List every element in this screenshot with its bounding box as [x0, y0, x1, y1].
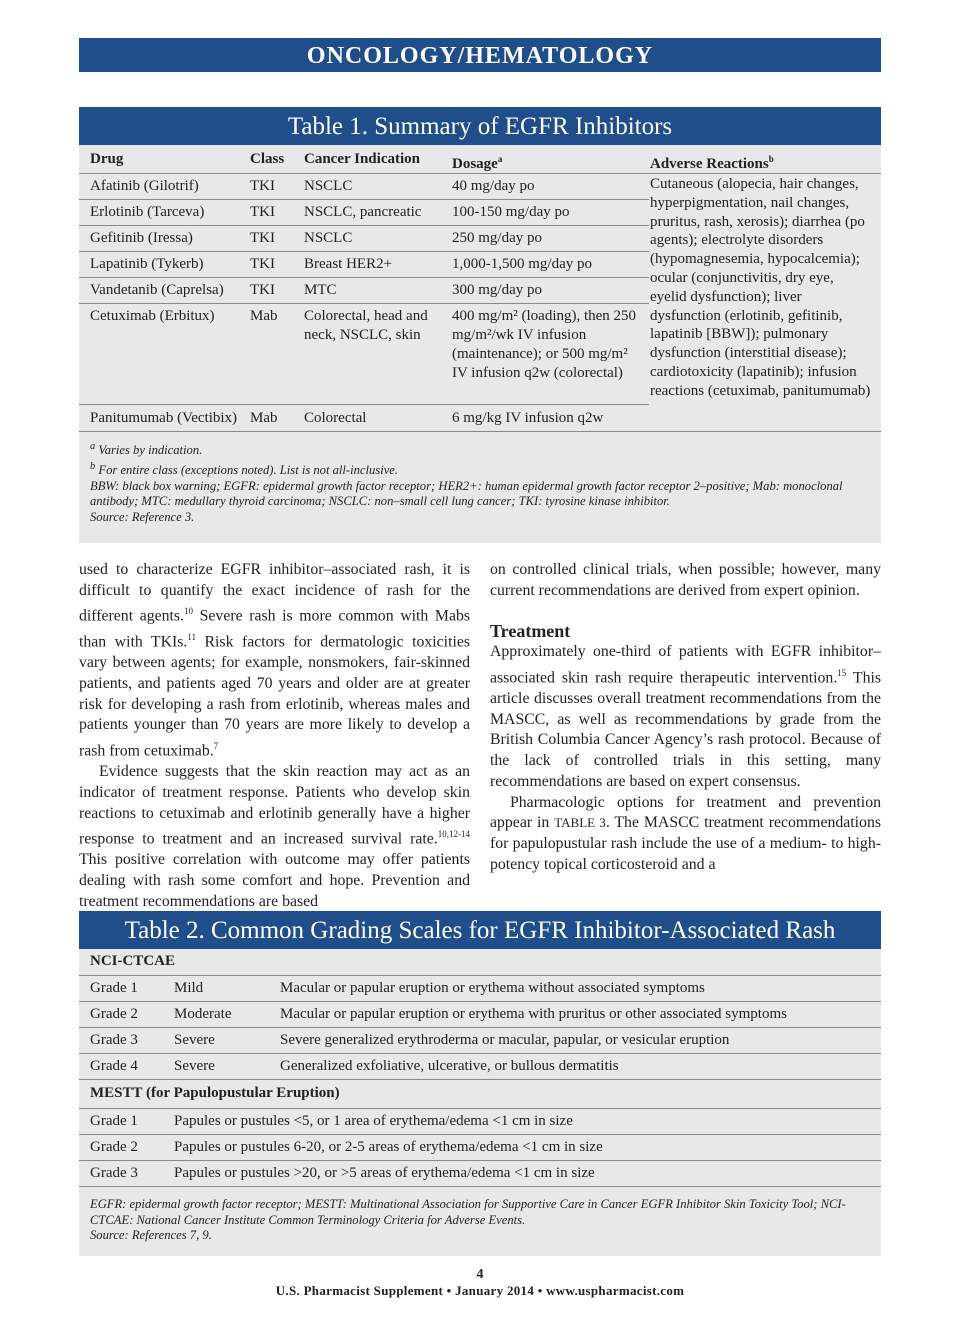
page-number: 4	[476, 1267, 484, 1282]
severity-cell: Moderate	[174, 1006, 232, 1022]
source-note: Source: References 7, 9.	[90, 1228, 212, 1243]
class-cell: TKI	[250, 178, 275, 194]
description-cell: Papules or pustules <5, or 1 area of erythema/edema <1 cm in size	[174, 1113, 573, 1129]
dosage-cell: 250 mg/day po	[452, 230, 542, 246]
table-row	[79, 1160, 881, 1187]
table-1-footnotes	[90, 439, 870, 525]
table-2	[79, 911, 881, 1256]
indication-cell: MTC	[304, 282, 337, 298]
class-cell: Mab	[250, 308, 278, 324]
grade-cell: Grade 1	[90, 980, 138, 996]
paragraph: Evidence suggests that the skin reaction may act as an indicator of treatment response. Patients who develop skin reactions to cetuximab and erlotinib generally have a higher response to treatment and an increased survival rate.$^{10,12-14}$ This positive correlation with outcome may offer patients dealing with rash some comfort and hope. Prevention and treatment recommendations are based	[79, 763, 470, 910]
table-row	[79, 277, 649, 304]
class-cell: TKI	[250, 204, 275, 220]
adverse-reactions-cell: Cutaneous (alopecia, hair changes, hyperpigmentation, nail changes, pruritus, rash, xerosis); diarrhea (po agents); electrolyte disorders (hypomagnesemia, hypocalcemia); ocular (conjunctivitis, dry eye, eyelid dysfunction); liver dysfunction (erlotinib, gefitinib, lapatinib [BBW]); pulmonary dysfunction (interstitial disease); cardiotoxicity (lapatinib); infusion reactions (cetuximab, panitumumab)	[650, 176, 871, 399]
indication-cell: NSCLC	[304, 178, 353, 194]
table-reference: TABLE 3	[554, 815, 606, 831]
section-label-mestt: MESTT (for Papulopustular Eruption)	[90, 1085, 340, 1101]
section-heading: Treatment	[490, 621, 571, 642]
drug-cell: Gefitinib (Iressa)	[90, 230, 193, 246]
table-row	[79, 1053, 881, 1080]
grade-cell: Grade 3	[90, 1032, 138, 1048]
dosage-cell: 300 mg/day po	[452, 282, 542, 298]
class-cell: TKI	[250, 282, 275, 298]
table-row	[79, 404, 649, 432]
drug-cell: Lapatinib (Tykerb)	[90, 256, 204, 272]
severity-cell: Mild	[174, 980, 204, 996]
class-cell: TKI	[250, 256, 275, 272]
body-column-right	[490, 560, 881, 875]
table-2-footnotes	[90, 1197, 875, 1244]
description-cell: Papules or pustules >20, or >5 areas of erythema/edema <1 cm in size	[174, 1165, 595, 1181]
header-dosage: Dosage$^a$	[452, 154, 503, 172]
header-indication: Cancer Indication	[304, 151, 420, 167]
grade-cell: Grade 3	[90, 1165, 138, 1181]
paragraph: on controlled clinical trials, when possible; however, many current recommendations are derived from expert opinion.	[490, 561, 881, 599]
dosage-cell: 6 mg/kg IV infusion q2w	[452, 410, 604, 426]
header-class: Class	[250, 151, 285, 167]
description-cell: Generalized exfoliative, ulcerative, or bullous dermatitis	[280, 1058, 619, 1074]
table-row	[79, 173, 649, 200]
footnote: $^b$ For entire class (exceptions noted). List is not all-inclusive.	[90, 460, 399, 477]
description-cell: Macular or papular eruption or erythema without associated symptoms	[280, 980, 705, 996]
footer-line: U.S. Pharmacist Supplement • January 2014 • www.uspharmacist.com	[275, 1283, 685, 1298]
section-label-nci-ctcae: NCI-CTCAE	[90, 953, 176, 969]
table-row	[79, 975, 881, 1001]
table-row	[79, 251, 649, 278]
severity-cell: Severe	[174, 1032, 215, 1048]
footnote: $^a$ Varies by indication.	[90, 441, 203, 458]
source-note: Source: Reference 3.	[90, 509, 195, 524]
table-2-title: Table 2. Common Grading Scales for EGFR Inhibitor-Associated Rash	[79, 911, 881, 949]
grade-cell: Grade 2	[90, 1006, 138, 1022]
table-1-title: Table 1. Summary of EGFR Inhibitors	[79, 107, 881, 145]
table-row	[79, 1001, 881, 1027]
drug-cell: Vandetanib (Caprelsa)	[90, 282, 224, 298]
description-cell: Papules or pustules 6-20, or 2-5 areas of erythema/edema <1 cm in size	[174, 1139, 603, 1155]
indication-cell: Colorectal	[304, 410, 367, 426]
class-cell: TKI	[250, 230, 275, 246]
paragraph: Pharmacologic options for treatment and prevention appear in TABLE 3. The MASCC treatment recommendations for papulopustular rash include the use of a medium- to high-potency topical corticosteroid and a	[490, 793, 882, 873]
indication-cell: Colorectal, head and neck, NSCLC, skin	[304, 308, 428, 343]
grade-cell: Grade 2	[90, 1139, 138, 1155]
body-column-left	[79, 560, 470, 912]
grade-cell: Grade 4	[90, 1058, 138, 1074]
table-row	[79, 303, 649, 405]
table-row	[79, 1134, 881, 1160]
description-cell: Severe generalized erythroderma or macular, papular, or vesicular eruption	[280, 1032, 730, 1048]
drug-cell: Afatinib (Gilotrif)	[90, 178, 199, 194]
description-cell: Macular or papular eruption or erythema with pruritus or other associated symptoms	[280, 1006, 787, 1022]
table-row	[79, 1027, 881, 1053]
table-row	[79, 1108, 881, 1134]
abbreviations-note: EGFR: epidermal growth factor receptor; MESTT: Multinational Association for Supportive Care in Cancer EGFR Inhibitor Skin Toxicity Tool; NCI-CTCAE: National Cancer Institute Common Terminology Criteria for Adverse Events.	[90, 1197, 846, 1227]
paragraph: Approximately one-third of patients with EGFR inhibitor–associated skin rash require therapeutic intervention.$^{15}$ This article discusses overall treatment recommendations from the MASCC, as well as recommendations by grade from the British Columbia Cancer Agency’s rash protocol. Because of the lack of controlled trials in this setting, many recommendations are based on expert consensus.	[490, 643, 882, 790]
class-cell: Mab	[250, 410, 278, 426]
paragraph: used to characterize EGFR inhibitor–associated rash, it is difficult to quantify the exact incidence of rash for the different agents.$^{10}$ Severe rash is more common with Mabs than with TKIs.$^{11}$ Risk factors for dermatologic toxicities vary between agents; for example, nonsmokers, fair-skinned patients, and patients aged 70 years and older are at greater risk for developing a rash from erlotinib, whereas males and patients younger than 70 years are more likely to develop a rash from cetuximab.$^7$	[79, 561, 471, 760]
drug-cell: Cetuximab (Erbitux)	[90, 308, 215, 324]
drug-cell: Erlotinib (Tarceva)	[90, 204, 205, 220]
section-banner: ONCOLOGY/HEMATOLOGY	[79, 38, 881, 72]
table-row	[79, 199, 649, 226]
table-1	[79, 107, 881, 543]
dosage-cell: 100-150 mg/day po	[452, 204, 570, 220]
header-drug: Drug	[90, 151, 124, 167]
indication-cell: Breast HER2+	[304, 256, 393, 272]
table-row	[79, 225, 649, 252]
dosage-cell: 400 mg/m² (loading), then 250 mg/m²/wk IV infusion (maintenance); or 500 mg/m² IV infusion q2w (colorectal)	[452, 308, 637, 381]
severity-cell: Severe	[174, 1058, 215, 1074]
indication-cell: NSCLC, pancreatic	[304, 204, 422, 220]
dosage-cell: 40 mg/day po	[452, 178, 535, 194]
header-adverse-reactions: Adverse Reactions$^b$	[650, 154, 774, 172]
dosage-cell: 1,000-1,500 mg/day po	[452, 256, 592, 272]
indication-cell: NSCLC	[304, 230, 353, 246]
abbreviations-note: BBW: black box warning; EGFR: epidermal growth factor receptor; HER2+: human epidermal growth factor receptor 2–positive; Mab: monoclonal antibody; MTC: medullary thyroid carcinoma; NSCLC: non–small cell lung cancer; TKI: tyrosine kinase inhibitor.	[90, 478, 843, 509]
grade-cell: Grade 1	[90, 1113, 138, 1129]
drug-cell: Panitumumab (Vectibix)	[90, 410, 238, 426]
